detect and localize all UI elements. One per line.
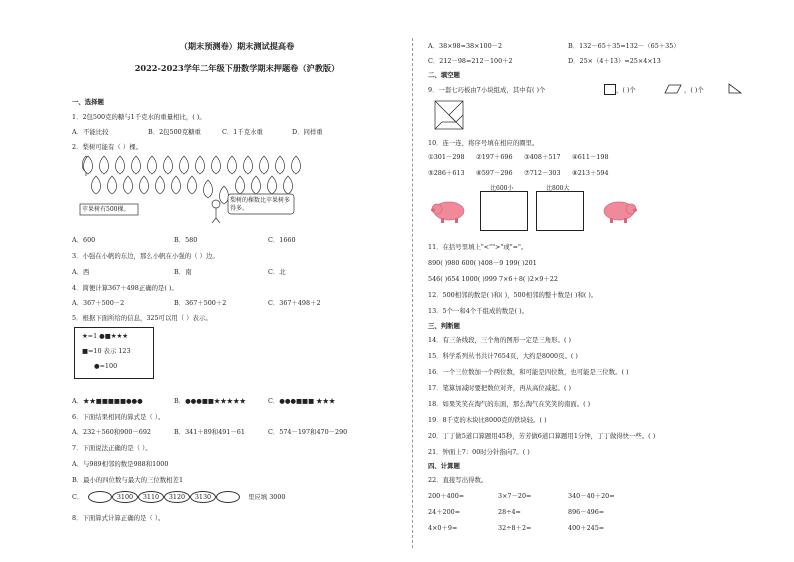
left-column <box>72 0 402 562</box>
apple-tree-label: 苹果树有500棵。 <box>82 206 130 213</box>
q11-row-2: 546( )654 1000( )999 7×6＋8( )2×9＋22 <box>428 275 558 283</box>
q1-option-c: C．1千克水重 <box>222 128 263 136</box>
q9-mid: ，( )个 <box>616 86 636 94</box>
question-1: 1．2包500克的糖与1千克水的重量相比，( )。 <box>72 113 206 121</box>
q6-option-a: A．232＋560和900－692 <box>72 428 151 436</box>
calc-2: 3×7－20= <box>498 492 532 500</box>
calc-8: 32÷8＋2= <box>498 524 532 532</box>
question-14: 14．有三条线段，三个角的图形一定是三角形。( ) <box>428 336 571 344</box>
question-7: 7．下面说法正确的是（ ）。 <box>72 444 152 452</box>
q5-box-line-1: ★=1 ●■★★★ <box>82 332 128 340</box>
q7-option-b: B．最小的四位数与最大的三位数相差1 <box>72 476 184 484</box>
question-20: 20．丁丁做5道口算题用45秒，芳芳做6道口算题用1分钟，丁丁做得快一些。( ) <box>428 432 656 440</box>
question-6: 6．下面结果相同的算式是（ ）。 <box>72 413 165 421</box>
tangram-icon <box>434 100 464 130</box>
question-8: 8．下面算式计算正确的是（ ）。 <box>72 514 165 522</box>
q4-option-a: A．367＋500－2 <box>72 299 125 307</box>
q1-option-a: A．不能比较 <box>72 128 109 136</box>
q10-expr-5: ⑤286＋613 <box>428 169 465 177</box>
q1-option-b: B．2包500克糖重 <box>148 128 201 136</box>
section-calc: 四、计算题 <box>428 462 460 470</box>
question-12: 12．500相邻的数是( )和( )，500相邻的整十数是( )和( )。 <box>428 291 598 299</box>
calc-4: 24＋200= <box>428 508 461 516</box>
page-subtitle: 2022-2023学年二年级下册数学期末押题卷（沪教版） <box>134 63 340 73</box>
q10-expr-7: ⑦712－303 <box>524 169 561 177</box>
box-less-than-600 <box>480 191 528 231</box>
q4-option-c: C．367＋498＋2 <box>268 299 321 307</box>
page-title: （期末预测卷）期末测试提高卷 <box>179 41 295 51</box>
question-3: 3．小强在小帆的东边，那么小帆在小强的（ ）边。 <box>72 252 219 260</box>
question-22: 22．直接写出得数。 <box>428 476 488 484</box>
pig-right-icon <box>600 198 638 224</box>
box-label-greater-than-800: 比800大 <box>546 185 570 192</box>
question-18: 18．如果笑笑在淘气的东面，那么淘气在笑笑的南面。( ) <box>428 400 591 408</box>
q7-oval-3110: 3110 <box>138 491 164 503</box>
question-17: 17．笔算加减时要把数位对齐，再从高位减起。( ) <box>428 384 571 392</box>
q1-option-d: D．同样重 <box>292 128 323 136</box>
question-9: 9．一套七巧板由7小块组成，其中有( )个 <box>428 86 546 94</box>
q5-option-a: A．★★■■■■■●●● <box>72 397 143 405</box>
q10-expr-4: ④611－198 <box>572 153 609 161</box>
calc-9: 400＋245= <box>568 524 605 532</box>
q10-expr-3: ③408＋517 <box>524 153 561 161</box>
q9-end: ，( )个 <box>684 86 704 94</box>
square-shape-icon <box>604 84 616 95</box>
question-21: 21．钟面上7：00时分针指向7。( ) <box>428 448 530 456</box>
question-10: 10．连一连，将序号填在相应的圈里。 <box>428 139 539 147</box>
calc-3: 340－40＋20= <box>568 492 615 500</box>
q7-option-c-prefix: C． <box>72 493 84 501</box>
pig-left-icon <box>430 198 468 224</box>
question-5: 5．根据下面所给的信息，325可以用（ ）表示。 <box>72 314 212 322</box>
q7-oval-3100: 3100 <box>112 491 138 503</box>
q7-oval-blank-start <box>88 491 112 503</box>
q7-option-a: A．与989相邻的数是988和1000 <box>72 460 169 468</box>
q8-option-b: B．132－65＋35=132－（65＋35） <box>568 42 680 50</box>
question-11: 11．在括号里填上"<"">"或"="。 <box>428 243 528 251</box>
q7-oval-3120: 3120 <box>164 491 190 503</box>
calc-6: 896－496= <box>568 508 605 516</box>
q5-box-line-2: ■=10 表示 123 <box>82 347 131 355</box>
q10-expr-1: ①301－298 <box>428 153 465 161</box>
q3-option-b: B．南 <box>174 268 192 276</box>
question-19: 19．8千克的木块比8000克的铁块轻。( ) <box>428 416 547 424</box>
calc-5: 28÷4= <box>498 508 521 516</box>
calc-7: 4×0＋9= <box>428 524 458 532</box>
pear-tree-label: 梨树的棵数比苹果树多得多。 <box>230 197 291 212</box>
box-label-less-than-600: 比600小 <box>490 185 514 192</box>
parallelogram-shape-icon <box>664 84 682 94</box>
question-13: 13．5个一和4个千组成的数是( )。 <box>428 307 528 315</box>
triangle-shape-icon <box>728 83 742 94</box>
question-4: 4．简便计算367＋498正确的是( )。 <box>72 284 178 292</box>
right-column <box>428 0 728 562</box>
column-divider <box>412 38 413 548</box>
q2-option-a: A．600 <box>72 236 96 244</box>
section-choice: 一、选择题 <box>72 98 104 106</box>
q8-option-c: C．212－98=212－100＋2 <box>428 57 513 65</box>
q10-expr-2: ②197＋696 <box>476 153 513 161</box>
q11-row-1: 890( )980 600( )408－9 199( )201 <box>428 259 537 267</box>
q4-option-b: B．367＋500＋2 <box>174 299 227 307</box>
q7-option-c-suffix: 里应填 3000 <box>248 493 286 501</box>
q3-option-c: C．北 <box>268 268 286 276</box>
q6-option-b: B．341＋89和491－61 <box>174 428 245 436</box>
question-2: 2．梨树可能有（ ）棵。 <box>72 143 143 151</box>
calc-1: 200＋400= <box>428 492 465 500</box>
q10-expr-6: ⑥597－296 <box>476 169 513 177</box>
q3-option-a: A．西 <box>72 268 90 276</box>
section-judge: 三、判断题 <box>428 322 460 330</box>
q8-option-a: A．38×98=38×100－2 <box>428 42 503 50</box>
question-16: 16．一个三位数加一个两位数，和可能是四位数，也可能是三位数。( ) <box>428 368 629 376</box>
question-15: 15．科学系列丛书共计7654页，大约是8000页。( ) <box>428 352 578 360</box>
q6-option-c: C．574－197和470－290 <box>268 428 348 436</box>
q5-option-c: C．●●●■■■ ★★★ <box>268 397 336 405</box>
q2-option-b: B．580 <box>174 236 198 244</box>
q7-oval-blank-end <box>216 491 240 503</box>
q5-box-line-3: ●=100 <box>94 362 118 370</box>
q10-expr-8: ⑧213＋594 <box>572 169 609 177</box>
q5-option-b: B．●●●■■★★★★★ <box>174 397 246 405</box>
q2-option-c: C．1660 <box>268 236 296 244</box>
q8-option-d: D．25×（4＋13）=25×4×13 <box>568 57 661 65</box>
q7-oval-3130: 3130 <box>190 491 216 503</box>
box-greater-than-800 <box>536 191 584 231</box>
section-fill-in: 二、填空题 <box>428 71 460 79</box>
